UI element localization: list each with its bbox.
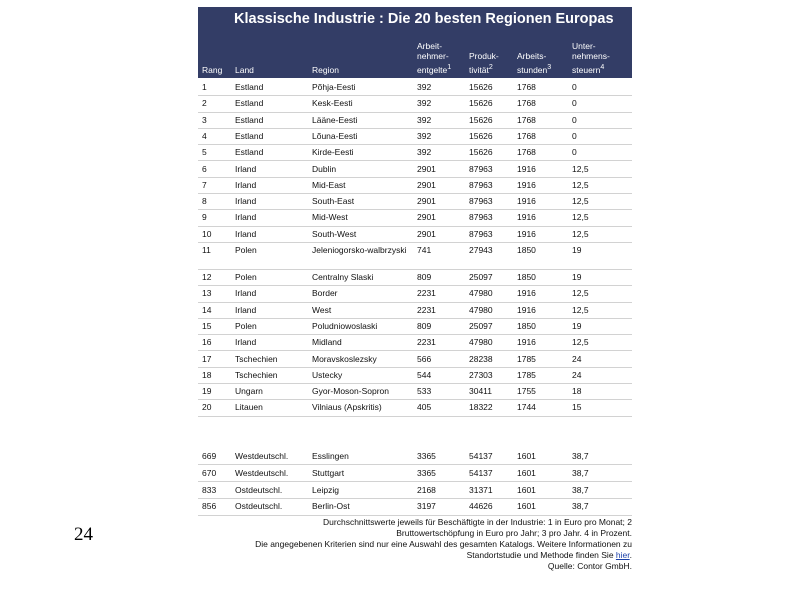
- cell-arbeitsstunden: 1916: [517, 179, 536, 190]
- cell-arbeitnehmerentgelte: 405: [417, 402, 432, 413]
- cell-region: Midland: [312, 337, 342, 348]
- cell-produktivitaet: 87963: [469, 212, 493, 223]
- cell-rang: 3: [202, 114, 207, 125]
- table-row: [198, 449, 632, 465]
- cell-region: Ustecky: [312, 369, 343, 380]
- table-title: Klassische Industrie : Die 20 besten Regionen Europas: [198, 7, 632, 32]
- cell-arbeitnehmerentgelte: 2168: [417, 484, 436, 495]
- cell-produktivitaet: 25097: [469, 272, 493, 282]
- cell-region: Dublin: [312, 163, 337, 174]
- footnote-line: Durchschnittswerte jeweils für Beschäftigte in der Industrie: 1 in Euro pro Monat; 2: [323, 517, 632, 527]
- cell-produktivitaet: 15626: [469, 147, 493, 158]
- cell-arbeitsstunden: 1768: [517, 130, 536, 141]
- cell-land: Irland: [235, 228, 257, 239]
- header-region: Region: [312, 64, 339, 75]
- cell-rang: 670: [202, 467, 217, 478]
- cell-arbeitnehmerentgelte: 392: [417, 82, 432, 92]
- page-number: 24: [74, 524, 93, 545]
- footnote-line: Standortstudie und Methode finden Sie hier.: [466, 550, 632, 560]
- cell-land: Westdeutschl.: [235, 451, 289, 461]
- cell-rang: 7: [202, 179, 207, 190]
- cell-rang: 14: [202, 304, 212, 315]
- cell-unternehmenssteuern: 15: [572, 402, 582, 413]
- cell-region: Esslingen: [312, 451, 349, 461]
- table-row: [198, 319, 632, 335]
- cell-land: Polen: [235, 245, 257, 255]
- footnote-line: Bruttowertschöpfung in Euro pro Jahr; 3 pro Jahr. 4 in Prozent.: [396, 528, 632, 538]
- cell-unternehmenssteuern: 12,5: [572, 304, 589, 315]
- cell-land: Ostdeutschl.: [235, 501, 283, 512]
- cell-arbeitsstunden: 1916: [517, 288, 536, 299]
- cell-region: Leipzig: [312, 484, 339, 495]
- cell-arbeitsstunden: 1768: [517, 98, 536, 109]
- cell-produktivitaet: 87963: [469, 196, 493, 207]
- table-header: [198, 32, 632, 78]
- cell-unternehmenssteuern: 19: [572, 320, 582, 331]
- cell-unternehmenssteuern: 12,5: [572, 212, 589, 223]
- cell-produktivitaet: 15626: [469, 82, 493, 92]
- header-rang: Rang: [202, 64, 223, 75]
- cell-land: Polen: [235, 320, 257, 331]
- cell-unternehmenssteuern: 19: [572, 272, 582, 282]
- cell-region: Gyor-Moson-Sopron: [312, 386, 390, 397]
- table-row: [198, 466, 632, 482]
- cell-arbeitsstunden: 1916: [517, 337, 536, 348]
- cell-unternehmenssteuern: 12,5: [572, 337, 589, 348]
- cell-region: Berlin-Ost: [312, 501, 350, 512]
- cell-arbeitsstunden: 1785: [517, 353, 536, 364]
- cell-produktivitaet: 30411: [469, 386, 493, 397]
- cell-rang: 13: [202, 288, 212, 299]
- cell-arbeitsstunden: 1916: [517, 163, 536, 174]
- cell-rang: 12: [202, 272, 212, 282]
- cell-produktivitaet: 15626: [469, 114, 493, 125]
- cell-unternehmenssteuern: 0: [572, 98, 577, 109]
- header-unternehmenssteuern: Unter- nehmens- steuern$^4$: [572, 40, 610, 75]
- cell-land: Irland: [235, 337, 257, 348]
- cell-land: Estland: [235, 114, 264, 125]
- cell-unternehmenssteuern: 0: [572, 130, 577, 141]
- cell-land: Tschechien: [235, 353, 278, 364]
- cell-rang: 8: [202, 196, 207, 207]
- cell-region: Poludniowoslaski: [312, 320, 378, 331]
- cell-land: Estland: [235, 98, 264, 109]
- methode-link[interactable]: hier: [615, 550, 630, 560]
- cell-region: Vilniaus (Apskritis): [312, 402, 382, 413]
- source-credit: Quelle: Contor GmbH.: [547, 561, 632, 571]
- cell-arbeitnehmerentgelte: 3365: [417, 467, 436, 478]
- cell-produktivitaet: 47980: [469, 288, 493, 299]
- cell-arbeitnehmerentgelte: 566: [417, 353, 432, 364]
- cell-unternehmenssteuern: 19: [572, 245, 582, 255]
- cell-rang: 5: [202, 147, 207, 158]
- cell-arbeitnehmerentgelte: 2901: [417, 163, 436, 174]
- cell-region: West: [312, 304, 332, 315]
- table-row: [198, 483, 632, 499]
- header-arbeitnehmerentgelte: Arbeit- nehmer- entgelte$^1$: [417, 40, 452, 75]
- cell-unternehmenssteuern: 18: [572, 386, 582, 397]
- cell-rang: 20: [202, 402, 212, 413]
- cell-arbeitsstunden: 1850: [517, 272, 536, 282]
- cell-land: Estland: [235, 147, 264, 158]
- cell-arbeitnehmerentgelte: 741: [417, 245, 432, 255]
- cell-unternehmenssteuern: 0: [572, 82, 577, 92]
- cell-land: Estland: [235, 82, 264, 92]
- cell-unternehmenssteuern: 12,5: [572, 196, 589, 207]
- cell-region: Kirde-Eesti: [312, 147, 354, 158]
- cell-land: Irland: [235, 288, 257, 299]
- cell-land: Tschechien: [235, 369, 278, 380]
- cell-unternehmenssteuern: 24: [572, 353, 582, 364]
- cell-region: Põhja-Eesti: [312, 82, 356, 92]
- cell-arbeitnehmerentgelte: 2231: [417, 304, 436, 315]
- cell-arbeitsstunden: 1768: [517, 82, 536, 92]
- cell-unternehmenssteuern: 12,5: [572, 163, 589, 174]
- cell-arbeitnehmerentgelte: 392: [417, 114, 432, 125]
- cell-arbeitsstunden: 1916: [517, 228, 536, 239]
- cell-arbeitnehmerentgelte: 2901: [417, 179, 436, 190]
- table-row: [198, 384, 632, 400]
- table-row: [198, 286, 632, 302]
- cell-region: Mid-East: [312, 179, 346, 190]
- cell-arbeitsstunden: 1744: [517, 402, 536, 413]
- cell-arbeitnehmerentgelte: 392: [417, 147, 432, 158]
- cell-produktivitaet: 87963: [469, 179, 493, 190]
- table-row: [198, 499, 632, 515]
- cell-arbeitsstunden: 1768: [517, 147, 536, 158]
- cell-produktivitaet: 15626: [469, 98, 493, 109]
- cell-region: South-West: [312, 228, 357, 239]
- cell-arbeitsstunden: 1601: [517, 451, 536, 461]
- table-row: [198, 352, 632, 368]
- cell-produktivitaet: 54137: [469, 451, 493, 461]
- table-row: [198, 243, 632, 270]
- table-row: [198, 270, 632, 286]
- table-row: [198, 162, 632, 178]
- cell-rang: 833: [202, 484, 217, 495]
- cell-arbeitnehmerentgelte: 2901: [417, 228, 436, 239]
- table-row: [198, 227, 632, 243]
- cell-produktivitaet: 27943: [469, 245, 493, 255]
- cell-rang: 9: [202, 212, 207, 223]
- table-row: [198, 145, 632, 161]
- cell-land: Irland: [235, 212, 257, 223]
- cell-land: Ostdeutschl.: [235, 484, 283, 495]
- cell-rang: 15: [202, 320, 212, 331]
- table-row: [198, 368, 632, 384]
- cell-arbeitnehmerentgelte: 2231: [417, 288, 436, 299]
- cell-region: South-East: [312, 196, 355, 207]
- cell-produktivitaet: 87963: [469, 228, 493, 239]
- cell-produktivitaet: 31371: [469, 484, 493, 495]
- cell-land: Irland: [235, 163, 257, 174]
- cell-arbeitsstunden: 1768: [517, 114, 536, 125]
- cell-rang: 11: [202, 245, 211, 255]
- header-produktivitaet: Produk- tivität$^2$: [469, 51, 499, 75]
- cell-land: Irland: [235, 304, 257, 315]
- cell-region: Kesk-Eesti: [312, 98, 353, 109]
- table-row: [198, 210, 632, 226]
- cell-produktivitaet: 27303: [469, 369, 493, 380]
- cell-arbeitnehmerentgelte: 533: [417, 386, 432, 397]
- cell-arbeitnehmerentgelte: 392: [417, 130, 432, 141]
- cell-arbeitsstunden: 1850: [517, 245, 536, 255]
- table-row: [198, 113, 632, 129]
- cell-land: Estland: [235, 130, 264, 141]
- table-row: [198, 178, 632, 194]
- cell-produktivitaet: 87963: [469, 163, 493, 174]
- cell-rang: 856: [202, 501, 217, 512]
- cell-arbeitsstunden: 1850: [517, 320, 536, 331]
- cell-arbeitnehmerentgelte: 392: [417, 98, 432, 109]
- cell-rang: 18: [202, 369, 212, 380]
- cell-region: Lõuna-Eesti: [312, 130, 358, 141]
- cell-produktivitaet: 44626: [469, 501, 493, 512]
- table-row: [198, 400, 632, 416]
- cell-arbeitnehmerentgelte: 2901: [417, 212, 436, 223]
- cell-rang: 6: [202, 163, 207, 174]
- header-land: Land: [235, 64, 254, 75]
- cell-region: Moravskoslezsky: [312, 353, 377, 364]
- cell-arbeitsstunden: 1755: [517, 386, 536, 397]
- table-row: [198, 194, 632, 210]
- cell-rang: 4: [202, 130, 207, 141]
- cell-arbeitsstunden: 1916: [517, 196, 536, 207]
- cell-arbeitnehmerentgelte: 2231: [417, 337, 436, 348]
- cell-region: Border: [312, 288, 338, 299]
- cell-arbeitsstunden: 1601: [517, 467, 536, 478]
- cell-land: Irland: [235, 196, 257, 207]
- table-row: [198, 335, 632, 351]
- table-row: [198, 129, 632, 145]
- cell-arbeitnehmerentgelte: 809: [417, 272, 432, 282]
- cell-region: Stuttgart: [312, 467, 345, 478]
- cell-region: Centralny Slaski: [312, 272, 374, 282]
- cell-rang: 10: [202, 228, 212, 239]
- cell-rang: 19: [202, 386, 212, 397]
- cell-unternehmenssteuern: 38,7: [572, 451, 589, 461]
- header-arbeitsstunden: Arbeits- stunden$^3$: [517, 51, 552, 75]
- cell-arbeitnehmerentgelte: 2901: [417, 196, 436, 207]
- cell-unternehmenssteuern: 0: [572, 147, 577, 158]
- cell-land: Westdeutschl.: [235, 467, 289, 478]
- cell-arbeitsstunden: 1785: [517, 369, 536, 380]
- cell-arbeitsstunden: 1916: [517, 212, 536, 223]
- cell-unternehmenssteuern: 38,7: [572, 467, 589, 478]
- cell-produktivitaet: 47980: [469, 304, 493, 315]
- cell-arbeitsstunden: 1601: [517, 501, 536, 512]
- cell-land: Litauen: [235, 402, 263, 413]
- cell-produktivitaet: 18322: [469, 402, 493, 413]
- cell-unternehmenssteuern: 12,5: [572, 288, 589, 299]
- cell-unternehmenssteuern: 12,5: [572, 179, 589, 190]
- cell-land: Ungarn: [235, 386, 263, 397]
- cell-produktivitaet: 47980: [469, 337, 493, 348]
- cell-land: Polen: [235, 272, 257, 282]
- cell-arbeitsstunden: 1916: [517, 304, 536, 315]
- cell-produktivitaet: 54137: [469, 467, 493, 478]
- cell-unternehmenssteuern: 38,7: [572, 484, 589, 495]
- footnote: [198, 517, 632, 572]
- cell-produktivitaet: 15626: [469, 130, 493, 141]
- cell-land: Irland: [235, 179, 257, 190]
- cell-rang: 669: [202, 451, 217, 461]
- cell-unternehmenssteuern: 12,5: [572, 228, 589, 239]
- cell-region: Jeleniogorsko-walbrzyski: [312, 245, 407, 255]
- cell-region: Lääne-Eesti: [312, 114, 358, 125]
- cell-rang: 1: [202, 82, 207, 92]
- cell-rang: 17: [202, 353, 212, 364]
- table-row: [198, 303, 632, 319]
- cell-unternehmenssteuern: 0: [572, 114, 577, 125]
- table-row: [198, 80, 632, 96]
- cell-arbeitnehmerentgelte: 544: [417, 369, 432, 380]
- table-row: [198, 96, 632, 112]
- cell-arbeitnehmerentgelte: 809: [417, 320, 432, 331]
- cell-region: Mid-West: [312, 212, 348, 223]
- cell-arbeitnehmerentgelte: 3365: [417, 451, 436, 461]
- cell-rang: 16: [202, 337, 212, 348]
- footnote-line: Die angegebenen Kriterien sind nur eine Auswahl des gesamten Katalogs. Weitere Informationen zu: [255, 539, 632, 549]
- cell-unternehmenssteuern: 24: [572, 369, 582, 380]
- cell-arbeitsstunden: 1601: [517, 484, 536, 495]
- cell-produktivitaet: 25097: [469, 320, 493, 331]
- cell-rang: 2: [202, 98, 207, 109]
- cell-produktivitaet: 28238: [469, 353, 493, 364]
- cell-arbeitnehmerentgelte: 3197: [417, 501, 436, 512]
- cell-unternehmenssteuern: 38,7: [572, 501, 589, 512]
